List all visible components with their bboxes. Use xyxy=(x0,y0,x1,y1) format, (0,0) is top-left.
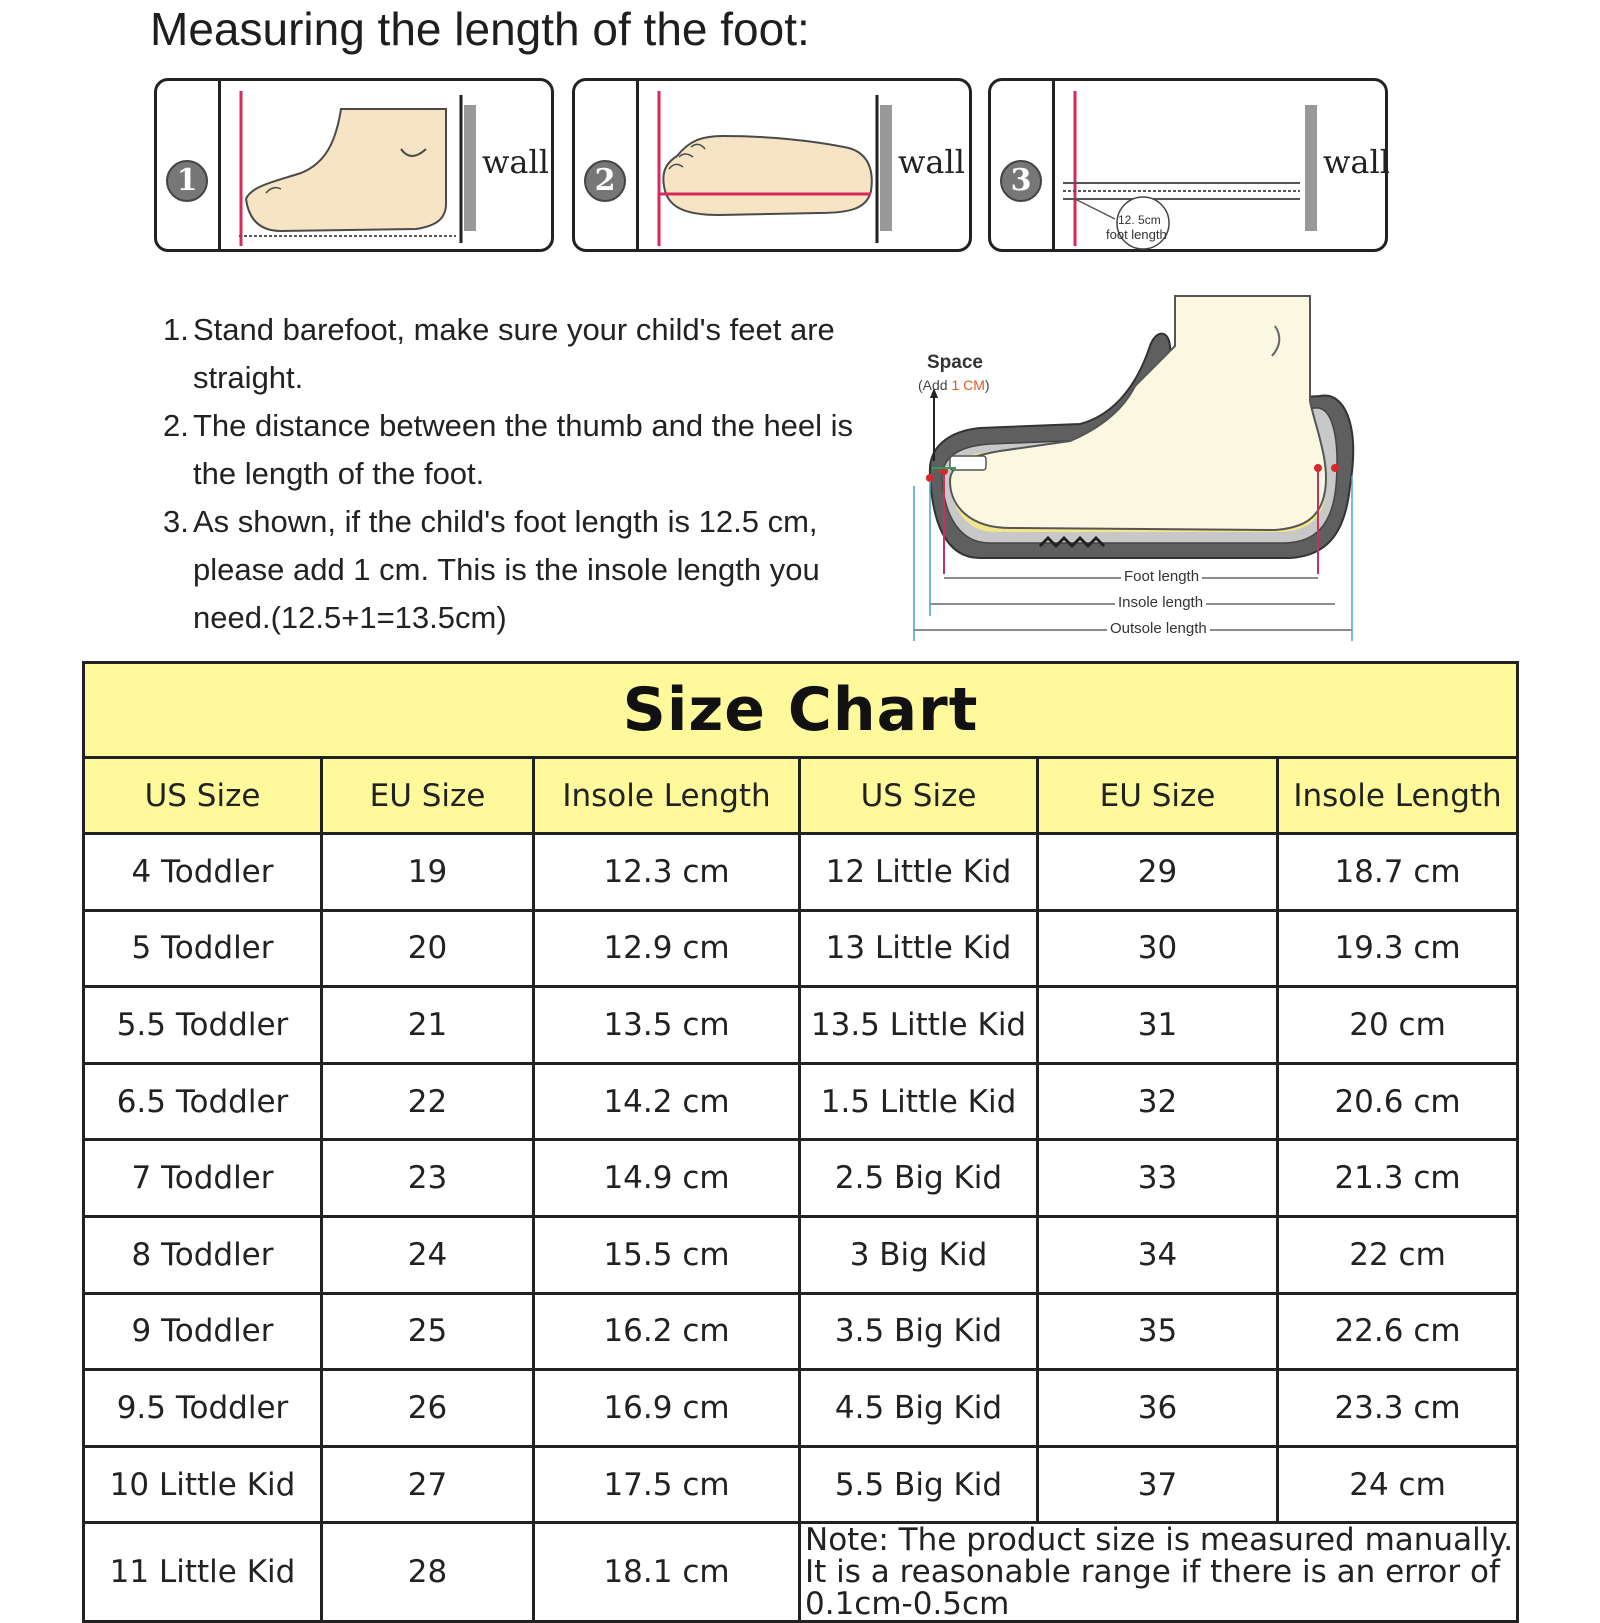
table-cell: 9.5 Toddler xyxy=(84,1370,322,1447)
wall-label: wall xyxy=(482,143,549,181)
table-cell: 22 xyxy=(322,1063,534,1140)
table-cell: 20.6 cm xyxy=(1278,1063,1518,1140)
table-row xyxy=(84,1063,1518,1140)
table-cell: 25 xyxy=(322,1293,534,1370)
measurement-instructions xyxy=(163,306,923,642)
table-cell: 33 xyxy=(1038,1140,1278,1217)
page-heading: Measuring the length of the foot: xyxy=(150,3,810,55)
table-cell: 36 xyxy=(1038,1370,1278,1447)
instruction-item xyxy=(163,306,923,402)
measure-value: 12. 5cm xyxy=(1118,213,1161,227)
table-cell: 32 xyxy=(1038,1063,1278,1140)
table-cell: 10 Little Kid xyxy=(84,1446,322,1523)
table-row xyxy=(84,1446,1518,1523)
step-badge-3: 3 xyxy=(1000,160,1042,202)
column-header: EU Size xyxy=(322,758,534,834)
table-row xyxy=(84,1216,1518,1293)
table-cell: 35 xyxy=(1038,1293,1278,1370)
table-row xyxy=(84,910,1518,987)
size-chart-table xyxy=(82,661,1519,1623)
step-number-column xyxy=(575,81,639,249)
table-cell: 7 Toddler xyxy=(84,1140,322,1217)
table-cell: 34 xyxy=(1038,1216,1278,1293)
table-cell: 18.7 cm xyxy=(1278,834,1518,911)
table-cell: 20 xyxy=(322,910,534,987)
instruction-number: 2. xyxy=(163,408,189,443)
table-cell: 24 cm xyxy=(1278,1446,1518,1523)
table-cell: 22 cm xyxy=(1278,1216,1518,1293)
table-cell: 37 xyxy=(1038,1446,1278,1523)
table-cell: 21 xyxy=(322,987,534,1064)
table-cell: 16.2 cm xyxy=(534,1293,800,1370)
measurement-note: Note: The product size is measured manually. It is a reasonable range if there is an error of 0.1cm-0.5cm xyxy=(800,1523,1518,1622)
instruction-text: Stand barefoot, make sure your child's feet are straight. xyxy=(193,312,835,395)
table-cell: 13 Little Kid xyxy=(800,910,1038,987)
instruction-number: 3. xyxy=(163,504,189,539)
table-cell: 14.2 cm xyxy=(534,1063,800,1140)
table-row xyxy=(84,1523,1518,1622)
table-cell: 5.5 Big Kid xyxy=(800,1446,1038,1523)
table-cell: 20 cm xyxy=(1278,987,1518,1064)
table-cell: 2.5 Big Kid xyxy=(800,1140,1038,1217)
column-header: Insole Length xyxy=(1278,758,1518,834)
space-note-suffix: ) xyxy=(984,377,990,393)
table-cell: 12.9 cm xyxy=(534,910,800,987)
table-cell: 9 Toddler xyxy=(84,1293,322,1370)
table-cell: 19.3 cm xyxy=(1278,910,1518,987)
table-row xyxy=(84,1293,1518,1370)
step-number-column xyxy=(991,81,1055,249)
insole-length-label: Insole length xyxy=(1115,594,1206,611)
table-cell: 21.3 cm xyxy=(1278,1140,1518,1217)
table-row xyxy=(84,1140,1518,1217)
step-badge-2: 2 xyxy=(584,160,626,202)
space-note-prefix: (Add xyxy=(918,377,952,393)
table-cell: 4 Toddler xyxy=(84,834,322,911)
instruction-text: The distance between the thumb and the heel is the length of the foot. xyxy=(193,408,854,491)
wall-label: wall xyxy=(898,143,965,181)
space-label: Space xyxy=(927,352,983,373)
table-cell: 3 Big Kid xyxy=(800,1216,1038,1293)
table-cell: 12 Little Kid xyxy=(800,834,1038,911)
step-badge-1: 1 xyxy=(166,160,208,202)
instruction-item xyxy=(163,498,923,642)
table-cell: 18.1 cm xyxy=(534,1523,800,1622)
table-row xyxy=(84,834,1518,911)
step-panel-3 xyxy=(988,78,1388,252)
table-cell: 24 xyxy=(322,1216,534,1293)
table-cell: 27 xyxy=(322,1446,534,1523)
table-cell: 17.5 cm xyxy=(534,1446,800,1523)
table-cell: 6.5 Toddler xyxy=(84,1063,322,1140)
table-cell: 14.9 cm xyxy=(534,1140,800,1217)
table-cell: 29 xyxy=(1038,834,1278,911)
space-note xyxy=(918,377,990,393)
table-cell: 23.3 cm xyxy=(1278,1370,1518,1447)
table-cell: 4.5 Big Kid xyxy=(800,1370,1038,1447)
table-cell: 11 Little Kid xyxy=(84,1523,322,1622)
table-cell: 3.5 Big Kid xyxy=(800,1293,1038,1370)
outsole-length-label: Outsole length xyxy=(1107,620,1210,637)
table-cell: 26 xyxy=(322,1370,534,1447)
instruction-item xyxy=(163,402,923,498)
step-number-column xyxy=(157,81,221,249)
step-panel-1 xyxy=(154,78,554,252)
table-row xyxy=(84,987,1518,1064)
table-cell: 23 xyxy=(322,1140,534,1217)
foot-length-label: Foot length xyxy=(1121,568,1202,585)
size-chart-title: Size Chart xyxy=(84,663,1518,758)
column-header: US Size xyxy=(84,758,322,834)
table-cell: 22.6 cm xyxy=(1278,1293,1518,1370)
instruction-text: As shown, if the child's foot length is 12.5 cm, please add 1 cm. This is the insole length you need.(12.5+1=13.5cm) xyxy=(193,504,820,635)
wall-label: wall xyxy=(1323,143,1390,181)
table-cell: 1.5 Little Kid xyxy=(800,1063,1038,1140)
table-cell: 19 xyxy=(322,834,534,911)
table-cell: 30 xyxy=(1038,910,1278,987)
measure-caption: foot length xyxy=(1106,227,1167,242)
table-row xyxy=(84,1370,1518,1447)
instruction-number: 1. xyxy=(163,312,189,347)
column-header: US Size xyxy=(800,758,1038,834)
table-cell: 8 Toddler xyxy=(84,1216,322,1293)
column-header: Insole Length xyxy=(534,758,800,834)
step-panel-2 xyxy=(572,78,972,252)
space-note-value: 1 CM xyxy=(951,377,985,393)
table-cell: 15.5 cm xyxy=(534,1216,800,1293)
table-cell: 31 xyxy=(1038,987,1278,1064)
table-cell: 5.5 Toddler xyxy=(84,987,322,1064)
table-cell: 5 Toddler xyxy=(84,910,322,987)
column-header: EU Size xyxy=(1038,758,1278,834)
table-cell: 16.9 cm xyxy=(534,1370,800,1447)
table-cell: 13.5 Little Kid xyxy=(800,987,1038,1064)
table-cell: 13.5 cm xyxy=(534,987,800,1064)
table-cell: 28 xyxy=(322,1523,534,1622)
table-cell: 12.3 cm xyxy=(534,834,800,911)
